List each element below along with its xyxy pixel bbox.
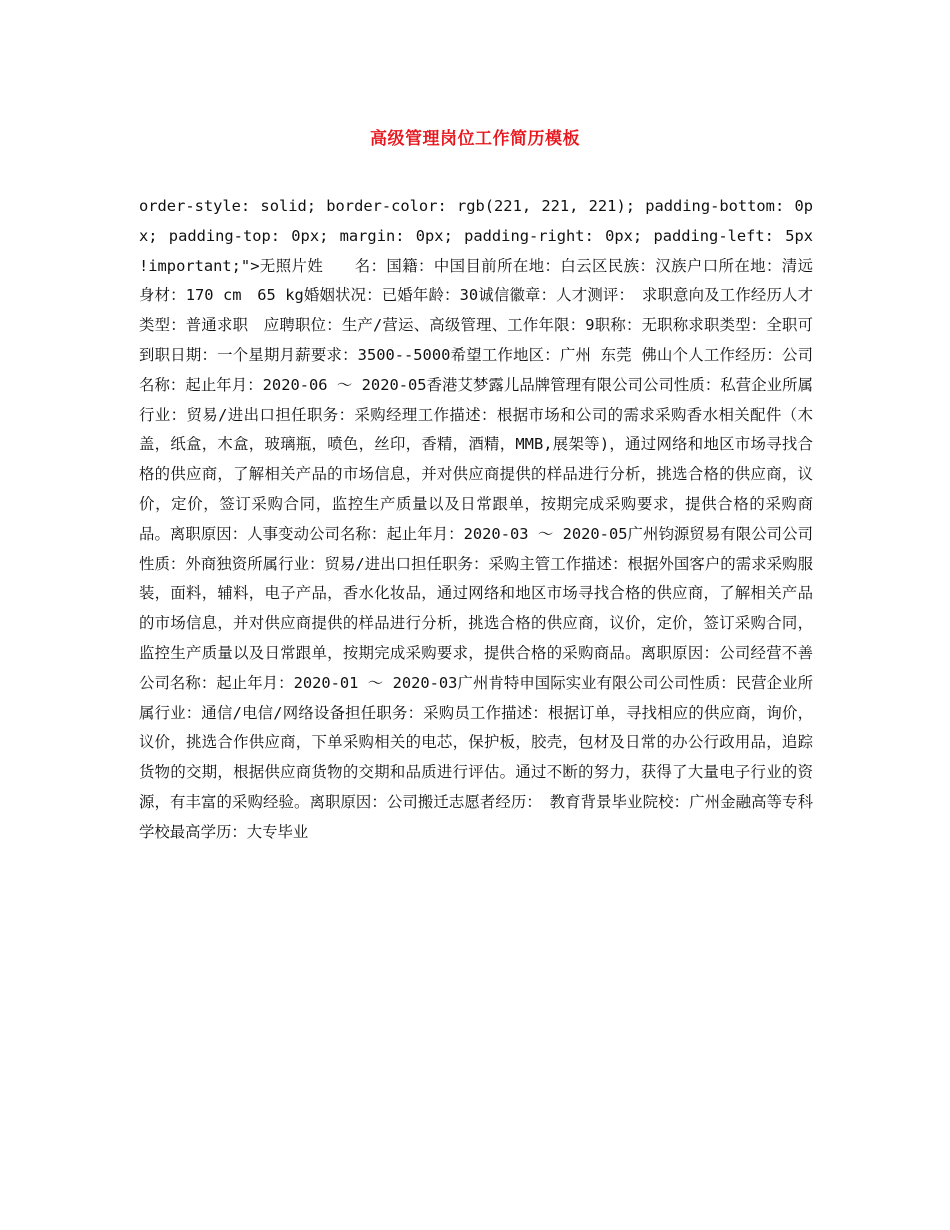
document-title: 高级管理岗位工作简历模板	[370, 129, 580, 149]
document-body-text: order-style: solid; border-color: rgb(221, 221, 221); padding-bottom: 0px; padding-top: 0px; margin: 0px; padding-right: 0px; padding-left: 5px !important;">无照片姓 名：国籍：中国目前所在地：白云区民族：汉族户口所在地：清远身材：170 cm 65 kg婚姻状况：已婚年龄：30诚信徽章：人才测评： 求职意向及工作经历人才类型：普通求职 应聘职位：生产/营运、高级管理、工作年限：9职称：无职称求职类型：全职可到职日期：一个星期月薪要求：3500--5000希望工作地区：广州 东莞 佛山个人工作经历：公司名称：起止年月：2020-06 ～ 2020-05香港艾梦露儿品牌管理有限公司公司性质：私营企业所属行业：贸易/进出口担任职务：采购经理工作描述：根据市场和公司的需求采购香水相关配件（木盖，纸盒，木盒，玻璃瓶，喷色，丝印，香精，酒精，MMB,展架等)，通过网络和地区市场寻找合格的供应商，了解相关产品的市场信息，并对供应商提供的样品进行分析，挑选合格的供应商，议价，定价，签订采购合同，监控生产质量以及日常跟单，按期完成采购要求，提供合格的采购商品。离职原因：人事变动公司名称：起止年月：2020-03 ～ 2020-05广州钧源贸易有限公司公司性质：外商独资所属行业：贸易/进出口担任职务：采购主管工作描述：根据外国客户的需求采购服装，面料，辅料，电子产品，香水化妆品，通过网络和地区市场寻找合格的供应商，了解相关产品的市场信息，并对供应商提供的样品进行分析，挑选合格的供应商，议价，定价，签订采购合同，监控生产质量以及日常跟单，按期完成采购要求，提供合格的采购商品。离职原因：公司经营不善公司名称：起止年月：2020-01 ～ 2020-03广州肯特申国际实业有限公司公司性质：民营企业所属行业：通信/电信/网络设备担任职务：采购员工作描述：根据订单，寻找相应的供应商，询价，议价，挑选合作供应商，下单采购相关的电芯，保护板，胶壳，包材及日常的办公行政用品，追踪货物的交期，根据供应商货物的交期和品质进行评估。通过不断的努力，获得了大量电子行业的资源，有丰富的采购经验。离职原因：公司搬迁志愿者经历： 教育背景毕业院校：广州金融高等专科学校最高学历：大专毕业	[139, 197, 813, 841]
